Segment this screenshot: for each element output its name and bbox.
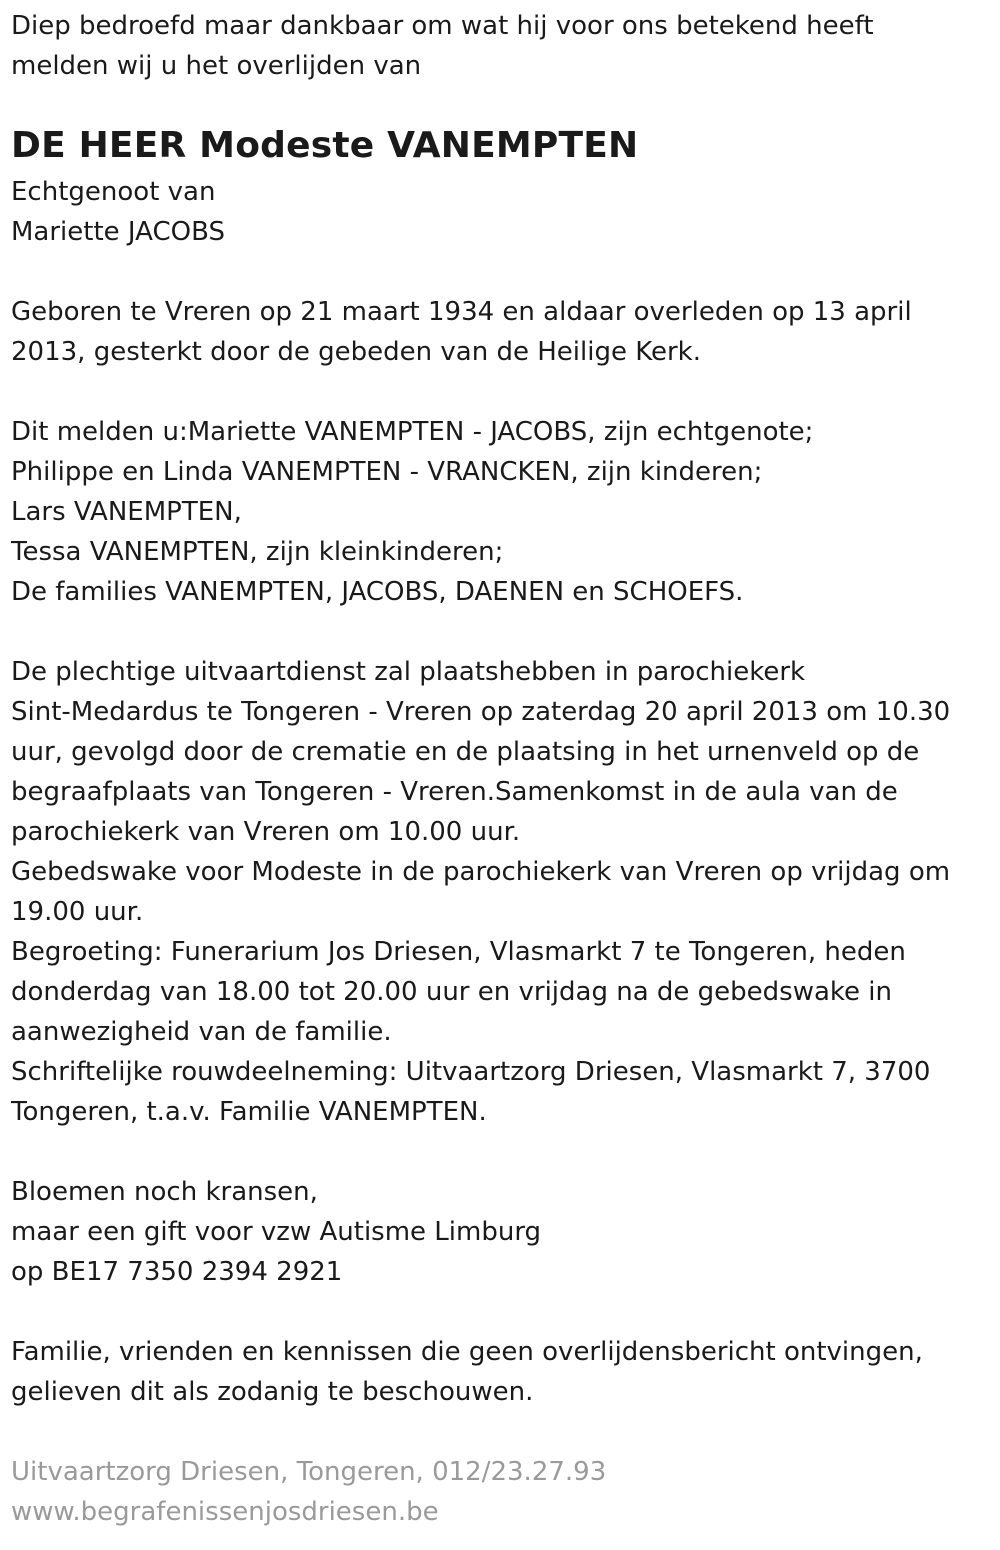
family-section xyxy=(11,412,991,612)
spouse-line: Mariette JACOBS xyxy=(11,217,225,247)
bank-account-line: op BE17 7350 2394 2921 xyxy=(11,1257,343,1287)
ceremony-line: Sint-Medardus te Tongeren - Vreren op zaterdag 20 april 2013 om 10.30 xyxy=(11,697,951,727)
ceremony-line: Gebedswake voor Modeste in de parochiekerk van Vreren op vrijdag om xyxy=(11,857,951,887)
footer-section xyxy=(11,1452,991,1532)
closing-line: gelieven dit als zodanig te beschouwen. xyxy=(11,1377,534,1407)
spacer xyxy=(11,1412,991,1452)
family-line: Lars VANEMPTEN, xyxy=(11,497,242,527)
family-line: Dit melden u:Mariette VANEMPTEN - JACOBS, zijn echtgenote; xyxy=(11,417,814,447)
birth-death-line: Geboren te Vreren op 21 maart 1934 en aldaar overleden op 13 april xyxy=(11,297,912,327)
ceremony-line: 19.00 uur. xyxy=(11,897,144,927)
ceremony-line: Schriftelijke rouwdeelneming: Uitvaartzorg Driesen, Vlasmarkt 7, 3700 xyxy=(11,1057,931,1087)
intro-line: melden wij u het overlijden van xyxy=(11,51,422,81)
spacer xyxy=(11,252,991,292)
funeral-home-website: www.begrafenissenjosdriesen.be xyxy=(11,1497,439,1527)
ceremony-line: parochiekerk van Vreren om 10.00 uur. xyxy=(11,817,521,847)
ceremony-line: De plechtige uitvaartdienst zal plaatshebben in parochiekerk xyxy=(11,657,806,687)
family-line: Tessa VANEMPTEN, zijn kleinkinderen; xyxy=(11,537,504,567)
ceremony-line: begraafplaats van Tongeren - Vreren.Samenkomst in de aula van de xyxy=(11,777,898,807)
ceremony-line: Tongeren, t.a.v. Familie VANEMPTEN. xyxy=(11,1097,487,1127)
spacer xyxy=(11,612,991,652)
deceased-name: DE HEER Modeste VANEMPTEN xyxy=(11,125,639,166)
intro-line: Diep bedroefd maar dankbaar om wat hij voor ons betekend heeft xyxy=(11,11,874,41)
family-line: De families VANEMPTEN, JACOBS, DAENEN en SCHOEFS. xyxy=(11,577,744,607)
birth-death-section xyxy=(11,292,991,372)
ceremony-line: Begroeting: Funerarium Jos Driesen, Vlasmarkt 7 te Tongeren, heden xyxy=(11,937,906,967)
birth-death-line: 2013, gesterkt door de gebeden van de Heilige Kerk. xyxy=(11,337,701,367)
spouse-section xyxy=(11,172,991,252)
spacer xyxy=(11,1132,991,1172)
ceremony-section xyxy=(11,652,991,1132)
ceremony-line: uur, gevolgd door de crematie en de plaatsing in het urnenveld op de xyxy=(11,737,920,767)
funeral-home-contact: Uitvaartzorg Driesen, Tongeren, 012/23.27.93 xyxy=(11,1457,607,1487)
ceremony-line: aanwezigheid van de familie. xyxy=(11,1017,392,1047)
family-line: Philippe en Linda VANEMPTEN - VRANCKEN, zijn kinderen; xyxy=(11,457,763,487)
spouse-line: Echtgenoot van xyxy=(11,177,216,207)
obituary-notice xyxy=(11,0,991,1532)
flowers-line: Bloemen noch kransen, xyxy=(11,1177,318,1207)
ceremony-line: donderdag van 18.00 tot 20.00 uur en vrijdag na de gebedswake in xyxy=(11,977,893,1007)
intro-section xyxy=(11,6,991,86)
flowers-section xyxy=(11,1172,991,1292)
spacer xyxy=(11,372,991,412)
closing-section xyxy=(11,1332,991,1412)
spacer xyxy=(11,1292,991,1332)
closing-line: Familie, vrienden en kennissen die geen overlijdensbericht ontvingen, xyxy=(11,1337,923,1367)
flowers-line: maar een gift voor vzw Autisme Limburg xyxy=(11,1217,542,1247)
